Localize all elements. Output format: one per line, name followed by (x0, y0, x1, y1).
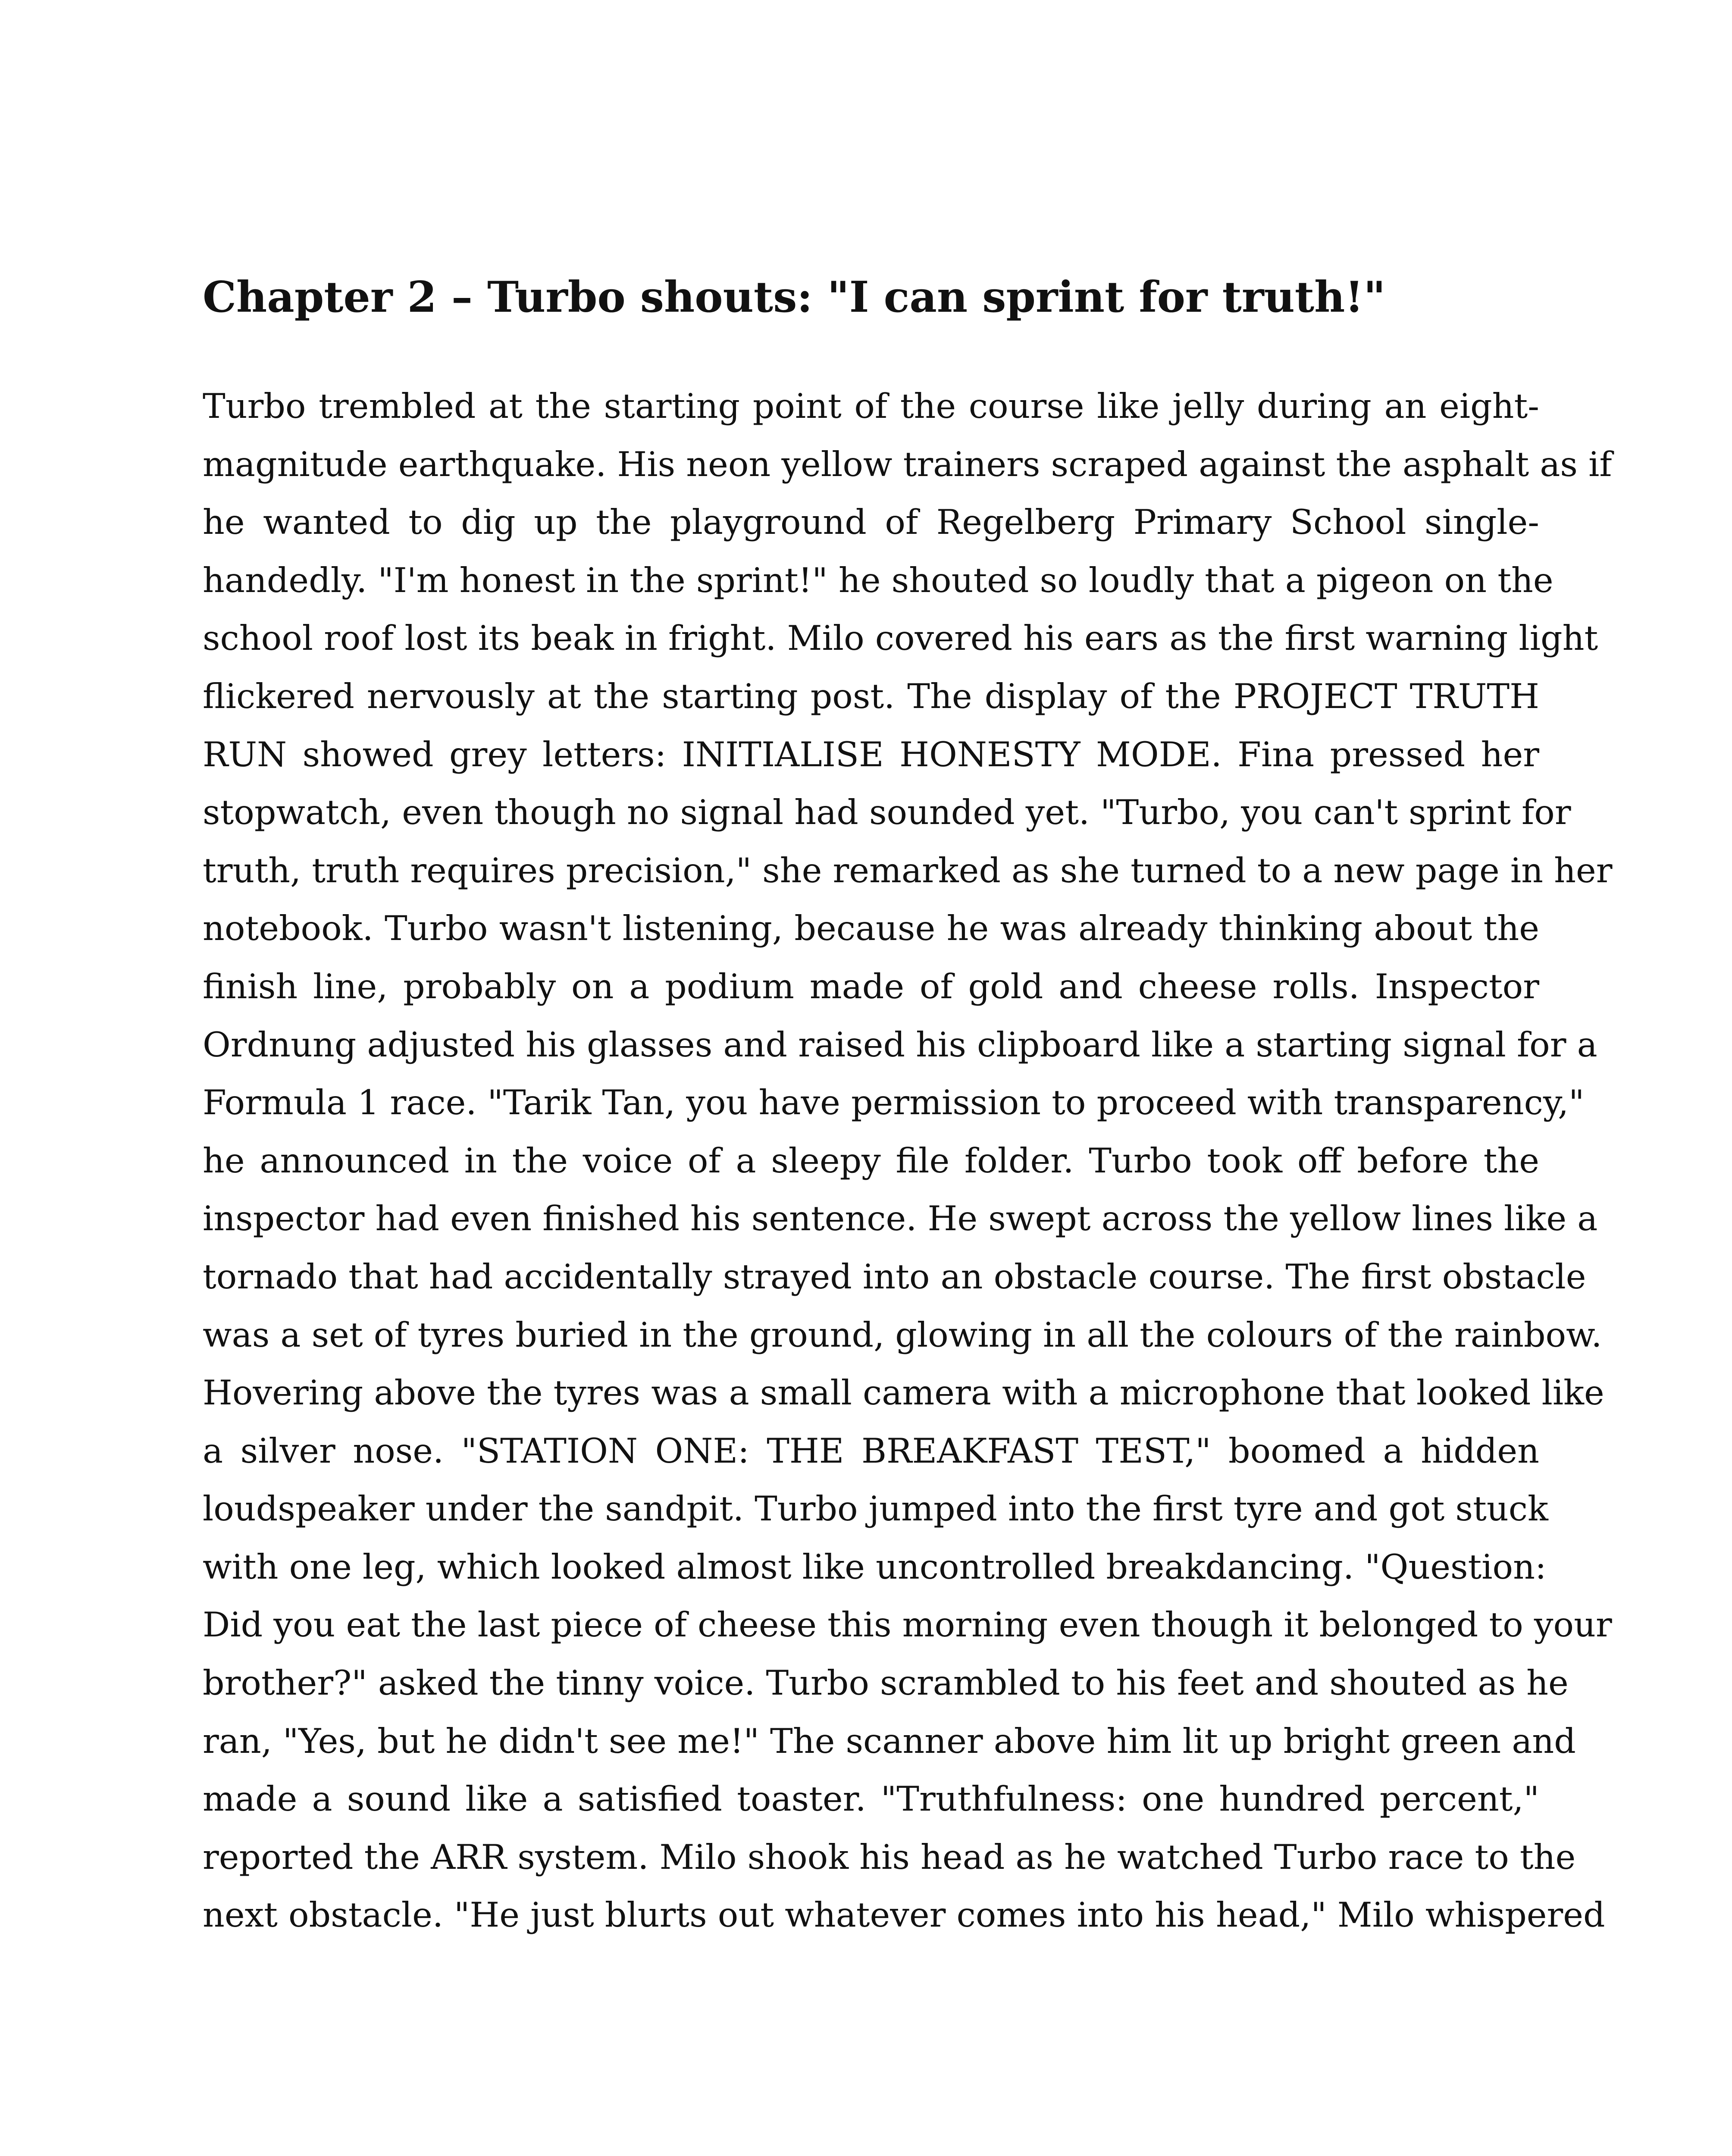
body-line: magnitude earthquake. His neon yellow trainers scraped against the asphalt as if (203, 444, 1612, 484)
body-line: with one leg, which looked almost like uncontrolled breakdancing. "Question: (203, 1547, 1547, 1587)
body-line: tornado that had accidentally strayed into an obstacle course. The first obstacle (203, 1257, 1586, 1297)
body-line: truth, truth requires precision," she remarked as she turned to a new page in her (203, 850, 1613, 890)
body-line: Did you eat the last piece of cheese this morning even though it belonged to your (203, 1605, 1612, 1645)
body-line: loudspeaker under the sandpit. Turbo jumped into the first tyre and got stuck (203, 1489, 1548, 1529)
body-line: a silver nose. "STATION ONE: THE BREAKFAST TEST," boomed a hidden (203, 1431, 1539, 1471)
body-line: Hovering above the tyres was a small camera with a microphone that looked like (203, 1373, 1604, 1413)
chapter-body (203, 377, 1613, 1944)
body-line: Ordnung adjusted his glasses and raised his clipboard like a starting signal for a (203, 1025, 1597, 1065)
body-line: brother?" asked the tinny voice. Turbo scrambled to his feet and shouted as he (203, 1663, 1569, 1703)
body-line: Formula 1 race. "Tarik Tan, you have permission to proceed with transparency," (203, 1083, 1585, 1123)
body-line: RUN showed grey letters: INITIALISE HONESTY MODE. Fina pressed her (203, 734, 1539, 774)
body-line: finish line, probably on a podium made of gold and cheese rolls. Inspector (203, 966, 1539, 1006)
body-line: stopwatch, even though no signal had sounded yet. "Turbo, you can't sprint for (203, 793, 1571, 833)
body-line: inspector had even finished his sentence. He swept across the yellow lines like a (203, 1199, 1598, 1239)
body-line: flickered nervously at the starting post. The display of the PROJECT TRUTH (203, 676, 1539, 716)
body-line: ran, "Yes, but he didn't see me!" The scanner above him lit up bright green and (203, 1721, 1576, 1761)
body-line: Turbo trembled at the starting point of the course like jelly during an eight- (203, 386, 1539, 426)
body-line: reported the ARR system. Milo shook his head as he watched Turbo race to the (203, 1837, 1576, 1877)
body-line: he wanted to dig up the playground of Regelberg Primary School single- (203, 502, 1539, 542)
body-line: was a set of tyres buried in the ground, glowing in all the colours of the rainbow. (203, 1315, 1602, 1355)
chapter-heading: Chapter 2 – Turbo shouts: "I can sprint for truth!" (203, 273, 1386, 322)
body-line: he announced in the voice of a sleepy file folder. Turbo took off before the (203, 1141, 1539, 1181)
body-line: made a sound like a satisfied toaster. "Truthfulness: one hundred percent," (203, 1779, 1539, 1819)
body-line: handedly. "I'm honest in the sprint!" he shouted so loudly that a pigeon on the (203, 560, 1553, 600)
body-line: school roof lost its beak in fright. Milo covered his ears as the first warning light (203, 618, 1598, 658)
body-line: notebook. Turbo wasn't listening, because he was already thinking about the (203, 909, 1539, 949)
body-line: next obstacle. "He just blurts out whatever comes into his head," Milo whispered (203, 1895, 1605, 1935)
